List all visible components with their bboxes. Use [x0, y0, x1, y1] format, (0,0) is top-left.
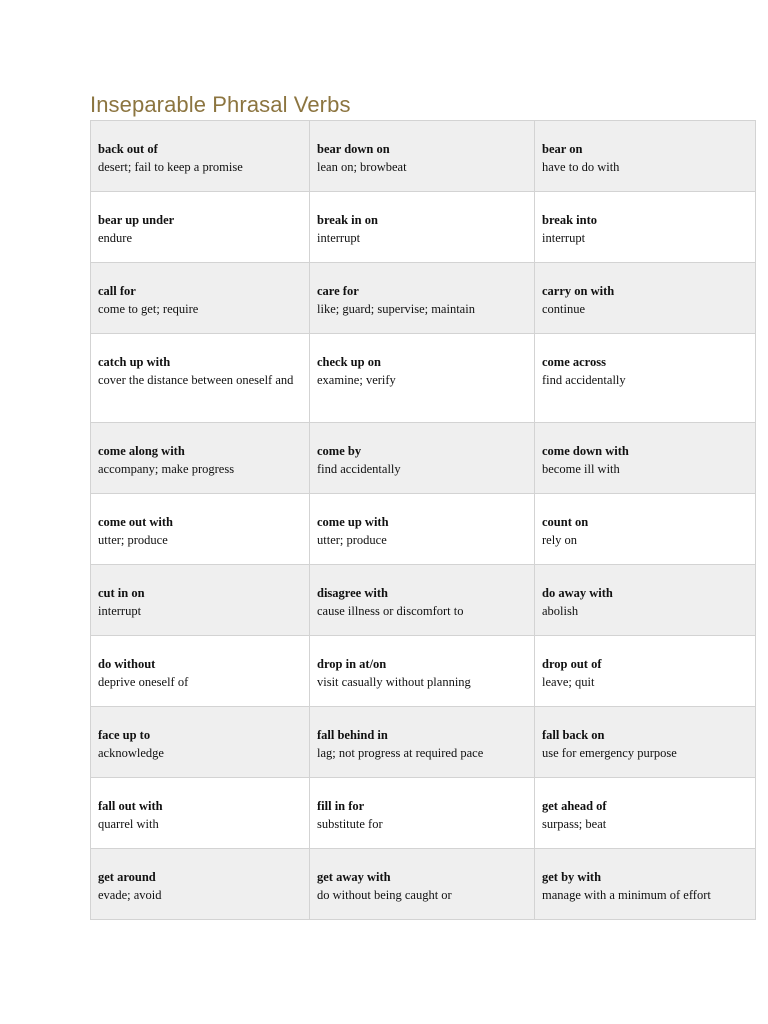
- meaning: have to do with: [542, 160, 620, 174]
- table-cell: [535, 778, 756, 849]
- table-cell: [535, 263, 756, 334]
- verb: break in on: [317, 213, 378, 227]
- page-title: Inseparable Phrasal Verbs: [90, 92, 351, 117]
- meaning: like; guard; supervise; maintain: [317, 302, 475, 316]
- meaning: manage with a minimum of effort: [542, 888, 711, 902]
- table-cell: [535, 849, 756, 920]
- table-cell: [310, 192, 535, 263]
- verb: come down with: [542, 444, 629, 458]
- verb: come up with: [317, 515, 389, 529]
- meaning: quarrel with: [98, 817, 159, 831]
- verb: count on: [542, 515, 589, 529]
- verb: get by with: [542, 870, 602, 884]
- verb: face up to: [98, 728, 151, 742]
- verb: come across: [542, 355, 606, 369]
- verb: catch up with: [98, 355, 171, 369]
- table-row: [91, 423, 756, 494]
- meaning: rely on: [542, 533, 578, 547]
- table-cell: [91, 121, 310, 192]
- table-row: [91, 334, 756, 423]
- verb: cut in on: [98, 586, 145, 600]
- verb: care for: [317, 284, 359, 298]
- table-cell: [535, 636, 756, 707]
- table-row: [91, 494, 756, 565]
- verb: break into: [542, 213, 597, 227]
- phrasal-verbs-table: [90, 120, 756, 920]
- verb: come by: [317, 444, 362, 458]
- meaning: cover the distance between oneself and: [98, 373, 294, 387]
- verb: fall behind in: [317, 728, 388, 742]
- verb: fall out with: [98, 799, 163, 813]
- verb: back out of: [98, 142, 158, 156]
- table-cell: [535, 121, 756, 192]
- table-cell: [91, 263, 310, 334]
- verb: get away with: [317, 870, 391, 884]
- verb: get around: [98, 870, 156, 884]
- verb: do without: [98, 657, 156, 671]
- table-row: [91, 121, 756, 192]
- meaning: examine; verify: [317, 373, 396, 387]
- table-cell: [310, 334, 535, 423]
- verb: carry on with: [542, 284, 615, 298]
- table-row: [91, 636, 756, 707]
- meaning: lag; not progress at required pace: [317, 746, 484, 760]
- meaning: interrupt: [98, 604, 142, 618]
- table-cell: [91, 423, 310, 494]
- verb: drop out of: [542, 657, 602, 671]
- table-cell: [535, 565, 756, 636]
- verb: call for: [98, 284, 136, 298]
- verb: bear down on: [317, 142, 390, 156]
- table-row: [91, 565, 756, 636]
- table-cell: [91, 494, 310, 565]
- verb: fill in for: [317, 799, 365, 813]
- meaning: evade; avoid: [98, 888, 162, 902]
- verb: get ahead of: [542, 799, 607, 813]
- meaning: find accidentally: [542, 373, 626, 387]
- meaning: interrupt: [542, 231, 586, 245]
- table-cell: [310, 263, 535, 334]
- meaning: find accidentally: [317, 462, 401, 476]
- meaning: cause illness or discomfort to: [317, 604, 464, 618]
- table-cell: [535, 707, 756, 778]
- table-row: [91, 778, 756, 849]
- table-cell: [91, 778, 310, 849]
- table-cell: [535, 334, 756, 423]
- meaning: accompany; make progress: [98, 462, 235, 476]
- meaning: become ill with: [542, 462, 620, 476]
- meaning: come to get; require: [98, 302, 199, 316]
- table-cell: [310, 423, 535, 494]
- table-cell: [91, 565, 310, 636]
- table-cell: [310, 494, 535, 565]
- verb: come along with: [98, 444, 185, 458]
- table-cell: [535, 423, 756, 494]
- verb: fall back on: [542, 728, 605, 742]
- table-row: [91, 849, 756, 920]
- table-cell: [91, 849, 310, 920]
- table-cell: [91, 707, 310, 778]
- table-row: [91, 192, 756, 263]
- meaning: lean on; browbeat: [317, 160, 407, 174]
- verb: do away with: [542, 586, 613, 600]
- meaning: desert; fail to keep a promise: [98, 160, 243, 174]
- table-cell: [310, 565, 535, 636]
- table-cell: [91, 334, 310, 423]
- table-cell: [310, 778, 535, 849]
- table-cell: [310, 849, 535, 920]
- table-cell: [91, 192, 310, 263]
- meaning: leave; quit: [542, 675, 595, 689]
- meaning: do without being caught or: [317, 888, 452, 902]
- verb: come out with: [98, 515, 173, 529]
- meaning: use for emergency purpose: [542, 746, 677, 760]
- meaning: surpass; beat: [542, 817, 607, 831]
- meaning: utter; produce: [98, 533, 168, 547]
- meaning: deprive oneself of: [98, 675, 189, 689]
- table-cell: [310, 636, 535, 707]
- table-row: [91, 263, 756, 334]
- table-row: [91, 707, 756, 778]
- table-cell: [91, 636, 310, 707]
- table-cell: [535, 192, 756, 263]
- meaning: endure: [98, 231, 133, 245]
- meaning: substitute for: [317, 817, 383, 831]
- table-cell: [535, 494, 756, 565]
- table-cell: [310, 707, 535, 778]
- verb: check up on: [317, 355, 381, 369]
- meaning: acknowledge: [98, 746, 164, 760]
- verb: drop in at/on: [317, 657, 387, 671]
- verb: bear on: [542, 142, 583, 156]
- meaning: continue: [542, 302, 586, 316]
- verb: bear up under: [98, 213, 175, 227]
- meaning: visit casually without planning: [317, 675, 471, 689]
- verb: disagree with: [317, 586, 388, 600]
- meaning: utter; produce: [317, 533, 387, 547]
- table-cell: [310, 121, 535, 192]
- meaning: abolish: [542, 604, 579, 618]
- meaning: interrupt: [317, 231, 361, 245]
